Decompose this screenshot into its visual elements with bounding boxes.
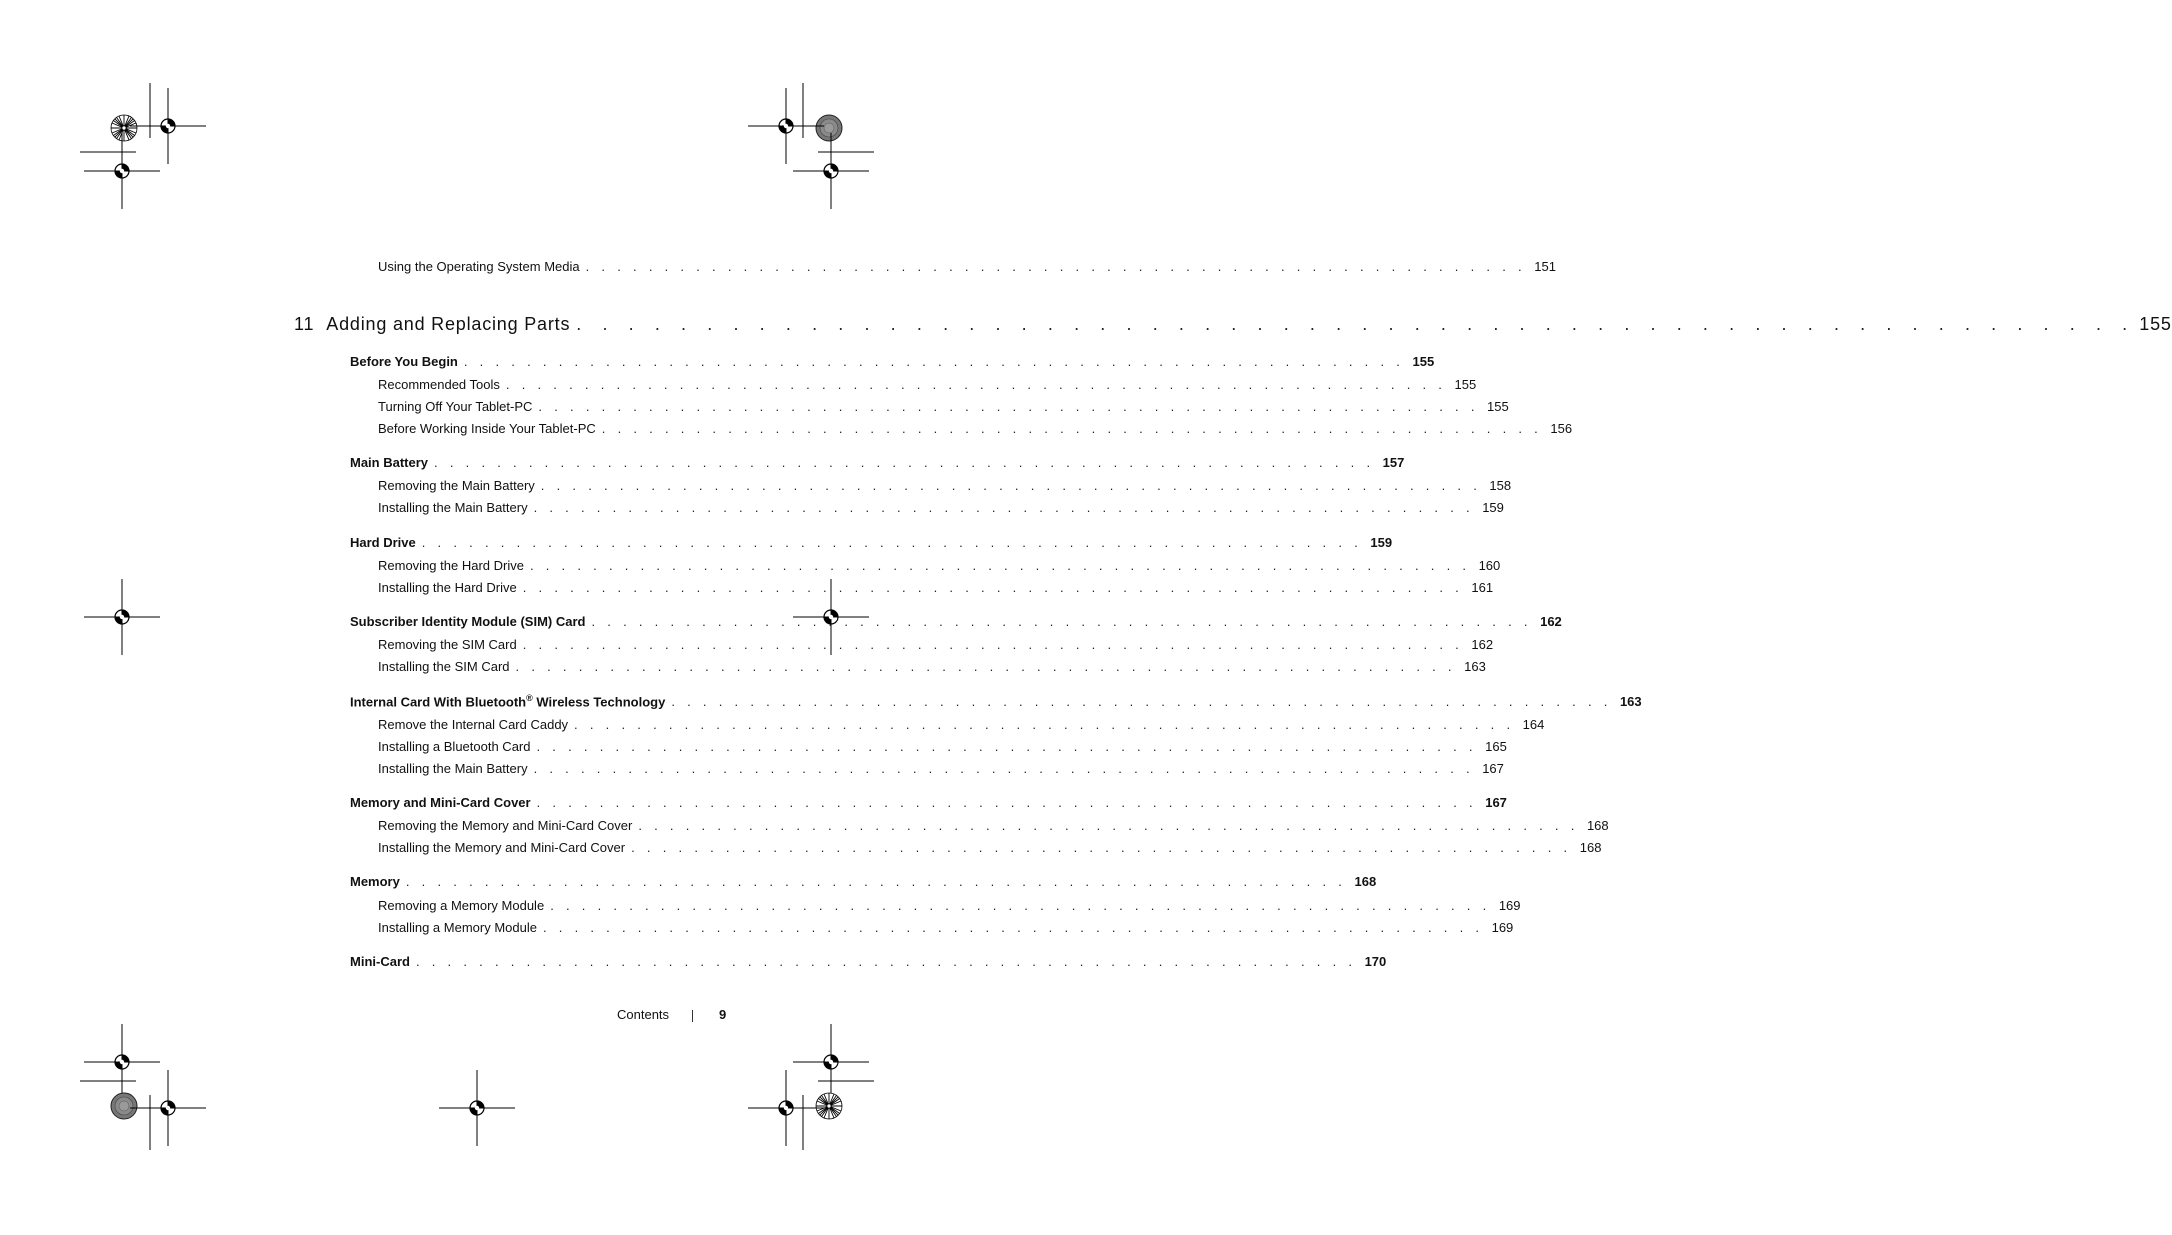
toc-entry[interactable] — [378, 377, 1477, 392]
toc-entry-title: Installing the SIM Card — [378, 659, 510, 674]
toc-entry-page: 169 — [1498, 898, 1521, 913]
dot-leader: . . . . . . . . . . . . . . . . . . . . . . . . . . . . . . . . . . . . . . . . . . . . . . . . . . . . . . . . . . . . — [638, 818, 1579, 833]
toc-entry-title: Removing a Memory Module — [378, 898, 545, 913]
toc-section[interactable] — [350, 614, 1562, 629]
toc-section[interactable] — [350, 874, 1377, 889]
toc-section-page: 168 — [1354, 874, 1377, 889]
toc-entry-page: 168 — [1579, 840, 1602, 855]
toc-entry-page: 160 — [1478, 558, 1501, 573]
toc-entry-page: 167 — [1482, 761, 1504, 776]
dot-leader: . . . . . . . . . . . . . . . . . . . . . . . . . . . . . . . . . . . . . . . . . . . . . . . . . . . . . . . . . . . . — [515, 659, 1456, 674]
dot-leader: . . . . . . . . . . . . . . . . . . . . . . . . . . . . . . . . . . . . . . . . . . . . . . . . . . . . . . . . . . . . — [576, 314, 2136, 334]
footer-separator — [692, 1010, 693, 1022]
toc-section-title: Memory and Mini-Card Cover — [350, 795, 531, 810]
registered-mark: ® — [526, 693, 533, 703]
dot-leader: . . . . . . . . . . . . . . . . . . . . . . . . . . . . . . . . . . . . . . . . . . . . . . . . . . . . . . . . . . . . — [540, 478, 1482, 493]
chapter-heading-title — [294, 314, 570, 335]
chapter-heading-page: 155 — [2139, 314, 2172, 334]
footer-label: Contents — [617, 1007, 670, 1022]
toc-entry[interactable] — [378, 717, 1545, 732]
toc-entry-page: 169 — [1491, 920, 1514, 935]
toc-entry-page: 156 — [1550, 421, 1573, 436]
dot-leader: . . . . . . . . . . . . . . . . . . . . . . . . . . . . . . . . . . . . . . . . . . . . . . . . . . . . . . . . . . . . — [536, 739, 1477, 754]
toc-entry-title: Recommended Tools — [378, 377, 500, 392]
toc-section-page: 155 — [1412, 354, 1435, 369]
chapter-number: 11 — [294, 314, 315, 334]
dot-leader: . . . . . . . . . . . . . . . . . . . . . . . . . . . . . . . . . . . . . . . . . . . . . . . . . . . . . . . . . . . . — [415, 954, 1357, 969]
toc-section-title: Main Battery — [350, 455, 429, 470]
dot-leader: . . . . . . . . . . . . . . . . . . . . . . . . . . . . . . . . . . . . . . . . . . . . . . . . . . . . . . . . . . . . — [522, 580, 1464, 595]
chapter-title: Adding and Replacing Parts — [326, 314, 571, 334]
toc-entry[interactable] — [378, 637, 1494, 652]
page-number: 9 — [719, 1007, 727, 1022]
toc-entry-page: 164 — [1522, 717, 1545, 732]
dot-leader: . . . . . . . . . . . . . . . . . . . . . . . . . . . . . . . . . . . . . . . . . . . . . . . . . . . . . . . . . . . . — [405, 874, 1347, 889]
toc-entry-title: Installing a Bluetooth Card — [378, 739, 531, 754]
chapter-heading[interactable] — [294, 314, 2172, 335]
toc-section-page: 170 — [1364, 954, 1387, 969]
dot-leader: . . . . . . . . . . . . . . . . . . . . . . . . . . . . . . . . . . . . . . . . . . . . . . . . . . . . . . . . . . . . — [529, 558, 1471, 573]
toc-entry-title: Before Working Inside Your Tablet-PC — [378, 421, 596, 436]
dot-leader: . . . . . . . . . . . . . . . . . . . . . . . . . . . . . . . . . . . . . . . . . . . . . . . . . . . . . . . . . . . . — [522, 637, 1464, 652]
toc-entry-page: 158 — [1489, 478, 1512, 493]
toc-entry-title: Removing the Main Battery — [378, 478, 535, 493]
toc-entry-page: 165 — [1485, 739, 1507, 754]
toc-entry[interactable] — [378, 659, 1486, 674]
toc-section-title: Memory — [350, 874, 400, 889]
toc-entry[interactable] — [378, 399, 1509, 414]
title-part: Wireless Technology — [532, 694, 666, 710]
toc-section-page: 157 — [1382, 455, 1405, 470]
toc-entry-title: Removing the SIM Card — [378, 637, 517, 652]
toc-entry[interactable] — [378, 898, 1521, 913]
toc-section-title: Hard Drive — [350, 535, 416, 550]
toc-section-page: 167 — [1485, 795, 1507, 810]
toc-section-title: Before You Begin — [350, 354, 458, 369]
dot-leader: . . . . . . . . . . . . . . . . . . . . . . . . . . . . . . . . . . . . . . . . . . . . . . . . . . . . . . . . . . . . — [463, 354, 1405, 369]
toc-entry-title: Remove the Internal Card Caddy — [378, 717, 569, 732]
dot-leader: . . . . . . . . . . . . . . . . . . . . . . . . . . . . . . . . . . . . . . . . . . . . . . . . . . . . . . . . . . . . — [505, 377, 1447, 392]
title-part: Internal Card With Bluetooth — [350, 694, 527, 710]
dot-leader: . . . . . . . . . . . . . . . . . . . . . . . . . . . . . . . . . . . . . . . . . . . . . . . . . . . . . . . . . . . . — [421, 535, 1363, 550]
toc-entry-page: 163 — [1464, 659, 1486, 674]
dot-leader: . . . . . . . . . . . . . . . . . . . . . . . . . . . . . . . . . . . . . . . . . . . . . . . . . . . . . . . . . . . . — [434, 455, 1375, 470]
dot-leader: . . . . . . . . . . . . . . . . . . . . . . . . . . . . . . . . . . . . . . . . . . . . . . . . . . . . . . . . . . . . — [585, 259, 1526, 274]
toc-entry-page: 159 — [1482, 500, 1504, 515]
dot-leader: . . . . . . . . . . . . . . . . . . . . . . . . . . . . . . . . . . . . . . . . . . . . . . . . . . . . . . . . . . . . — [574, 717, 1515, 732]
toc-entry-title: Using the Operating System Media — [378, 259, 580, 274]
toc-section[interactable] — [350, 455, 1405, 470]
toc-section[interactable] — [350, 954, 1387, 969]
toc-entry[interactable] — [378, 739, 1507, 754]
dot-leader: . . . . . . . . . . . . . . . . . . . . . . . . . . . . . . . . . . . . . . . . . . . . . . . . . . . . . . . . . . . . — [536, 795, 1477, 810]
toc-entry[interactable] — [378, 761, 1504, 776]
dot-leader: . . . . . . . . . . . . . . . . . . . . . . . . . . . . . . . . . . . . . . . . . . . . . . . . . . . . . . . . . . . . — [533, 500, 1474, 515]
toc-entry-page: 151 — [1534, 259, 1556, 274]
toc-section[interactable] — [350, 535, 1393, 550]
dot-leader: . . . . . . . . . . . . . . . . . . . . . . . . . . . . . . . . . . . . . . . . . . . . . . . . . . . . . . . . . . . . — [542, 920, 1484, 935]
toc-entry-title: Removing the Memory and Mini-Card Cover — [378, 818, 633, 833]
toc-entry-page: 162 — [1471, 637, 1494, 652]
toc-section-title — [350, 693, 665, 709]
toc-section-page: 159 — [1370, 535, 1393, 550]
dot-leader: . . . . . . . . . . . . . . . . . . . . . . . . . . . . . . . . . . . . . . . . . . . . . . . . . . . . . . . . . . . . — [671, 694, 1612, 710]
toc-section-title: Subscriber Identity Module (SIM) Card — [350, 614, 586, 629]
dot-leader: . . . . . . . . . . . . . . . . . . . . . . . . . . . . . . . . . . . . . . . . . . . . . . . . . . . . . . . . . . . . — [601, 421, 1543, 436]
dot-leader: . . . . . . . . . . . . . . . . . . . . . . . . . . . . . . . . . . . . . . . . . . . . . . . . . . . . . . . . . . . . — [591, 614, 1532, 629]
toc-entry[interactable] — [378, 558, 1501, 573]
toc-entry-title: Turning Off Your Tablet-PC — [378, 399, 533, 414]
toc-entry-page: 168 — [1586, 818, 1609, 833]
dot-leader: . . . . . . . . . . . . . . . . . . . . . . . . . . . . . . . . . . . . . . . . . . . . . . . . . . . . . . . . . . . . — [550, 898, 1491, 913]
toc-entry-title: Installing the Main Battery — [378, 761, 528, 776]
toc-entry[interactable] — [378, 580, 1494, 595]
toc-entry-page: 161 — [1471, 580, 1494, 595]
toc-entry[interactable] — [378, 421, 1573, 436]
toc-entry[interactable] — [378, 920, 1514, 935]
toc-entry-title: Installing the Hard Drive — [378, 580, 517, 595]
toc-entry-title: Installing a Memory Module — [378, 920, 537, 935]
toc-section-page: 162 — [1540, 614, 1562, 629]
toc-entry[interactable] — [378, 259, 1556, 274]
toc-entry-page: 155 — [1487, 399, 1509, 414]
toc-entry-title: Installing the Memory and Mini-Card Cover — [378, 840, 626, 855]
toc-section-page: 163 — [1619, 694, 1642, 710]
toc-entry[interactable] — [378, 840, 1602, 855]
toc-entry-title: Installing the Main Battery — [378, 500, 528, 515]
toc-section[interactable] — [350, 795, 1507, 810]
toc-entry-page: 155 — [1454, 377, 1477, 392]
toc-entry[interactable] — [378, 478, 1512, 493]
toc-entry[interactable] — [378, 818, 1609, 833]
toc-section-title: Mini-Card — [350, 954, 410, 969]
toc-section[interactable] — [350, 693, 1642, 710]
toc-entry[interactable] — [378, 500, 1504, 515]
dot-leader: . . . . . . . . . . . . . . . . . . . . . . . . . . . . . . . . . . . . . . . . . . . . . . . . . . . . . . . . . . . . — [533, 761, 1474, 776]
dot-leader: . . . . . . . . . . . . . . . . . . . . . . . . . . . . . . . . . . . . . . . . . . . . . . . . . . . . . . . . . . . . — [538, 399, 1479, 414]
dot-leader: . . . . . . . . . . . . . . . . . . . . . . . . . . . . . . . . . . . . . . . . . . . . . . . . . . . . . . . . . . . . — [631, 840, 1572, 855]
toc-section[interactable] — [350, 354, 1435, 369]
toc-entry-title: Removing the Hard Drive — [378, 558, 524, 573]
